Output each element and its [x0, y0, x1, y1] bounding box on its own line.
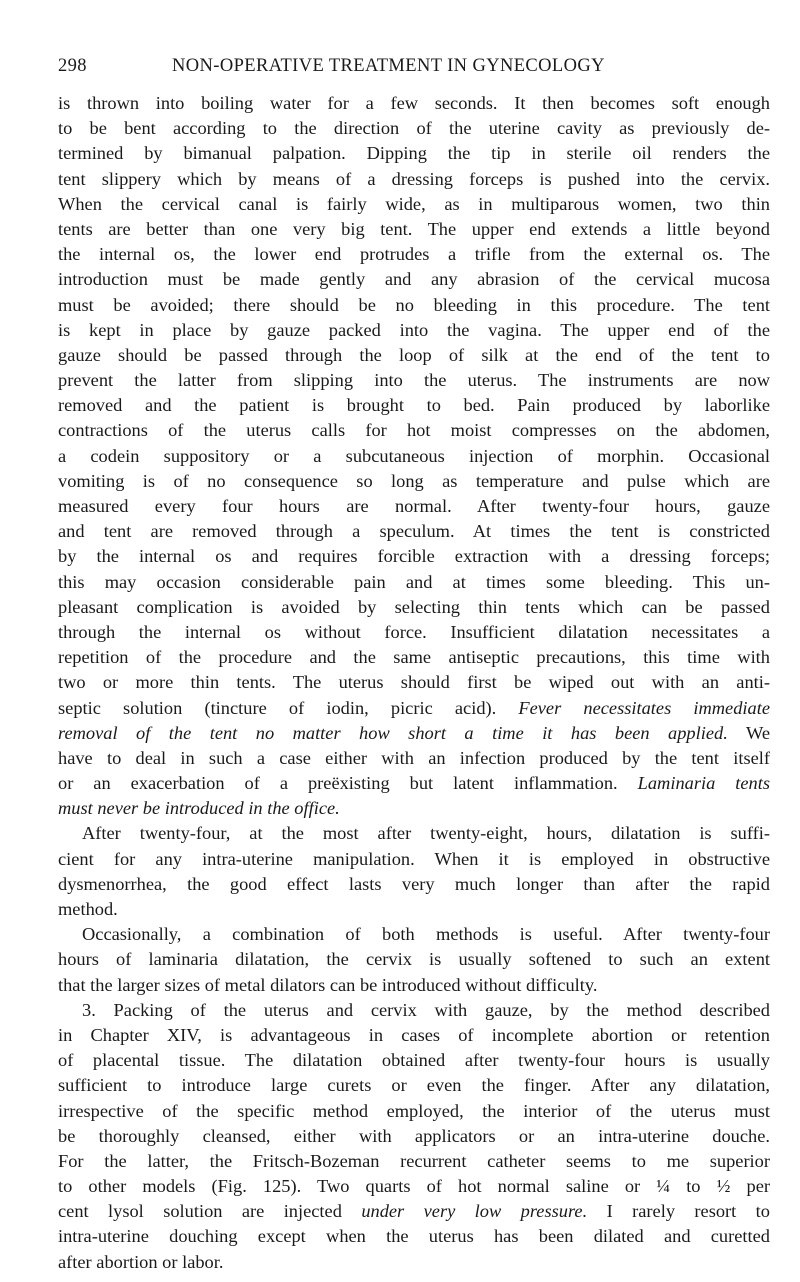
- text-line: 3. Packing of the uterus and cervix with gauze, by the method described: [82, 999, 770, 1020]
- text-line: the internal os, the lower end protrudes a trifle from the external os. The: [58, 244, 770, 265]
- text-line: must never be introduced in the office.: [58, 798, 340, 819]
- text-line: pleasant complication is avoided by selecting thin tents which can be passed: [58, 596, 770, 617]
- text-line: by the internal os and requires forcible extraction with a dressing forceps;: [58, 546, 770, 567]
- italic-segment: removal of the tent no matter how short a time it has been applied.: [58, 722, 728, 743]
- text-line: repetition of the procedure and the same antiseptic precautions, this time with: [58, 647, 770, 668]
- text-line: is thrown into boiling water for a few seconds. It then becomes soft enough: [58, 93, 770, 113]
- text-line: intra-uterine douching except when the uterus has been dilated and curetted: [58, 1226, 770, 1247]
- text-line: tents are better than one very big tent. The upper end extends a little beyond: [58, 218, 770, 239]
- text-line: prevent the latter from slipping into the uterus. The instruments are now: [58, 370, 770, 391]
- text-line: vomiting is of no consequence so long as temperature and pulse which are: [58, 470, 770, 491]
- running-title: NON-OPERATIVE TREATMENT IN GYNECOLOGY: [172, 56, 605, 76]
- running-head: [58, 56, 758, 86]
- text-line: of placental tissue. The dilatation obtained after twenty-four hours is usually: [58, 1050, 770, 1071]
- text-line-mixed: [58, 1199, 770, 1224]
- text-line: after abortion or labor.: [58, 1251, 224, 1272]
- text-line: irrespective of the specific method employed, the interior of the uterus must: [58, 1100, 770, 1121]
- text-line: is kept in place by gauze packed into the vagina. The upper end of the: [58, 319, 770, 340]
- text-line: measured every four hours are normal. After twenty-four hours, gauze: [58, 496, 770, 516]
- page-number: 298: [58, 56, 87, 76]
- italic-segment: under very low pressure.: [361, 1201, 588, 1222]
- text-line: removed and the patient is brought to bed. Pain produced by laborlike: [58, 395, 770, 416]
- text-line: to other models (Fig. 125). Two quarts of hot normal saline or ¼ to ½ per: [58, 1176, 770, 1197]
- text-line: that the larger sizes of metal dilators can be introduced without difficulty.: [58, 974, 598, 995]
- text-line: introduction must be made gently and any abrasion of the cervical mucosa: [58, 269, 770, 290]
- text-line: hours of laminaria dilatation, the cervix is usually softened to such an extent: [58, 949, 770, 970]
- text-line: this may occasion considerable pain and at times some bleeding. This un-: [58, 571, 770, 592]
- text-line-mixed: [58, 696, 770, 721]
- text-line: must be avoided; there should be no bleeding in this procedure. The tent: [58, 294, 770, 315]
- text-line: cient for any intra-uterine manipulation. When it is employed in obstructive: [58, 848, 770, 869]
- line-segment: cent lysol solution are injected: [58, 1201, 342, 1222]
- text-line: sufficient to introduce large curets or even the finger. After any dilatation,: [58, 1075, 770, 1096]
- text-line: two or more thin tents. The uterus should first be wiped out with an anti-: [58, 672, 770, 693]
- text-line: be thoroughly cleansed, either with applicators or an intra-uterine douche.: [58, 1125, 770, 1146]
- line-segment: or an exacerbation of a preëxisting but latent inflammation.: [58, 773, 618, 794]
- body-text: [58, 91, 770, 1275]
- text-line: Occasionally, a combination of both methods is useful. After twenty-four: [82, 924, 770, 945]
- italic-segment: Fever necessitates immediate: [518, 697, 770, 718]
- text-line: in Chapter XIV, is advantageous in cases of incomplete abortion or retention: [58, 1024, 770, 1045]
- text-line: contractions of the uterus calls for hot moist compresses on the abdomen,: [58, 420, 770, 441]
- text-line: After twenty-four, at the most after twenty-eight, hours, dilatation is suffi-: [82, 823, 770, 844]
- text-line: have to deal in such a case either with an infection produced by the tent itself: [58, 747, 770, 768]
- text-line: through the internal os without force. Insufficient dilatation necessitates a: [58, 621, 770, 642]
- line-segment: We: [745, 722, 770, 743]
- line-segment: I rarely resort to: [606, 1201, 770, 1222]
- line-segment: septic solution (tincture of iodin, picric acid).: [58, 697, 497, 718]
- text-line: termined by bimanual palpation. Dipping the tip in sterile oil renders the: [58, 143, 770, 164]
- italic-segment: Laminaria tents: [637, 773, 770, 794]
- text-line: tent slippery which by means of a dressing forceps is pushed into the cervix.: [58, 168, 770, 189]
- text-line: dysmenorrhea, the good effect lasts very much longer than after the rapid: [58, 873, 770, 894]
- text-line: method.: [58, 899, 118, 919]
- text-line: For the latter, the Fritsch-Bozeman recurrent catheter seems to me superior: [58, 1150, 770, 1171]
- text-line: When the cervical canal is fairly wide, as in multiparous women, two thin: [58, 193, 770, 214]
- text-line: a codein suppository or a subcutaneous injection of morphin. Occasional: [58, 445, 770, 466]
- text-line: and tent are removed through a speculum. At times the tent is constricted: [58, 521, 770, 542]
- text-line-mixed: [58, 771, 770, 796]
- text-line-mixed: [58, 721, 770, 746]
- text-line: to be bent according to the direction of the uterine cavity as previously de-: [58, 118, 770, 139]
- text-line: gauze should be passed through the loop of silk at the end of the tent to: [58, 344, 770, 365]
